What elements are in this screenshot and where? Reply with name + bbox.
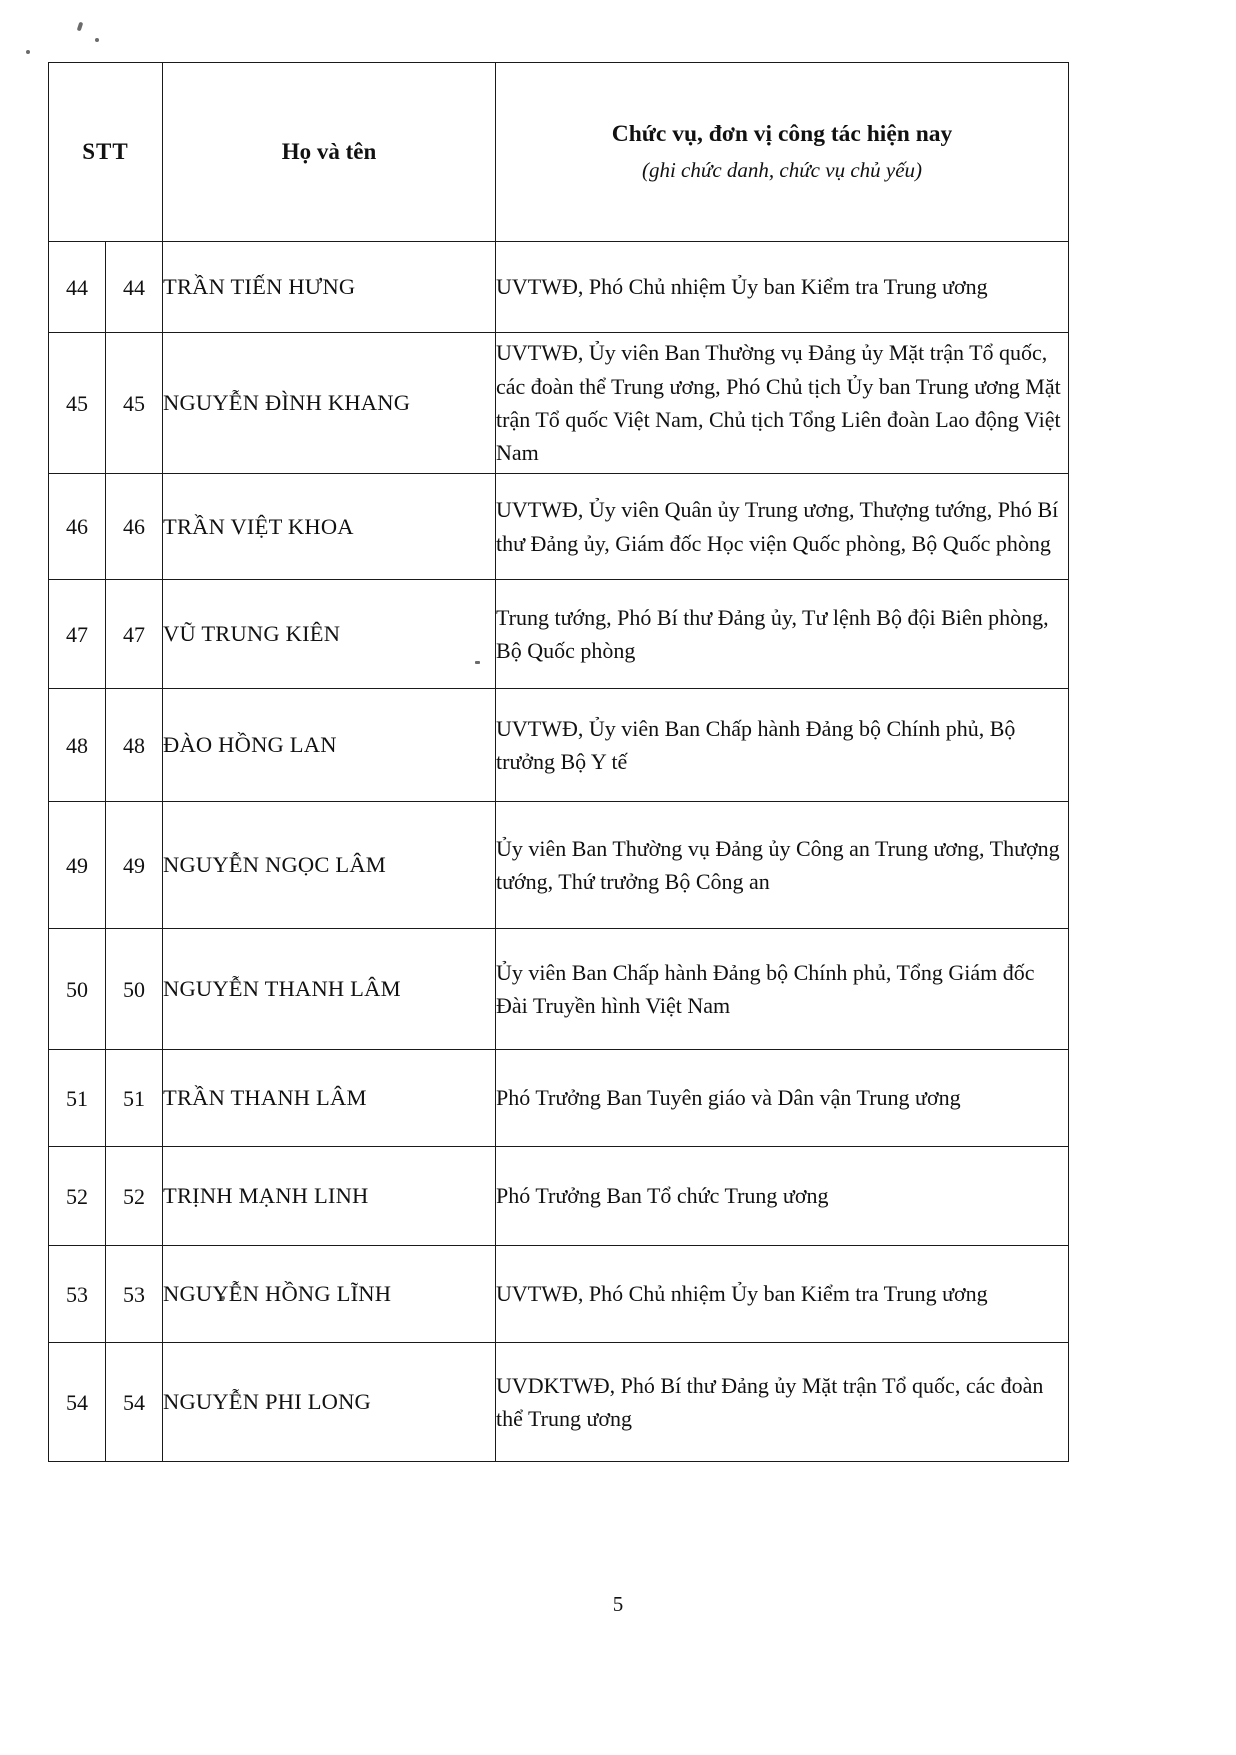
row-role: UVDKTWĐ, Phó Bí thư Đảng ủy Mặt trận Tổ quốc, các đoàn thể Trung ương: [496, 1343, 1069, 1462]
scan-speck: [26, 50, 30, 54]
row-number-a: 50: [49, 929, 106, 1050]
table-row: [49, 929, 1069, 1050]
page-number: 5: [612, 1592, 624, 1616]
table-row: [49, 242, 1069, 333]
personnel-table: [48, 62, 1069, 1462]
row-number-b: 46: [106, 474, 163, 580]
row-name: TRẦN THANH LÂM: [163, 1050, 496, 1147]
row-number-b: 44: [106, 242, 163, 333]
row-number-a: 47: [49, 580, 106, 689]
column-header-stt: STT: [49, 63, 163, 242]
row-number-a: 49: [49, 802, 106, 929]
row-name: ĐÀO HỒNG LAN: [163, 689, 496, 802]
row-number-b: 45: [106, 333, 163, 474]
row-role: UVTWĐ, Ủy viên Ban Chấp hành Đảng bộ Chính phủ, Bộ trưởng Bộ Y tế: [496, 689, 1069, 802]
row-role: UVTWĐ, Phó Chủ nhiệm Ủy ban Kiểm tra Trung ương: [496, 1246, 1069, 1343]
row-role: UVTWĐ, Ủy viên Ban Thường vụ Đảng ủy Mặt trận Tổ quốc, các đoàn thể Trung ương, Phó Chủ tịch Ủy ban Trung ương Mặt trận Tổ quốc Việt Nam, Chủ tịch Tổng Liên đoàn Lao động Việt Nam: [496, 333, 1069, 474]
row-role: Phó Trưởng Ban Tổ chức Trung ương: [496, 1147, 1069, 1246]
row-number-b: 51: [106, 1050, 163, 1147]
table-row: [49, 802, 1069, 929]
row-number-a: 53: [49, 1246, 106, 1343]
row-name: TRẦN VIỆT KHOA: [163, 474, 496, 580]
row-role: Trung tướng, Phó Bí thư Đảng ủy, Tư lệnh Bộ đội Biên phòng, Bộ Quốc phòng: [496, 580, 1069, 689]
row-name: VŨ TRUNG KIÊN: [163, 580, 496, 689]
table-row: [49, 474, 1069, 580]
row-name: NGUYỄN NGỌC LÂM: [163, 802, 496, 929]
table-header: [49, 63, 1069, 242]
row-role: Phó Trưởng Ban Tuyên giáo và Dân vận Trung ương: [496, 1050, 1069, 1147]
column-header-role: [496, 63, 1069, 242]
table-row: [49, 1050, 1069, 1147]
row-name: TRỊNH MẠNH LINH: [163, 1147, 496, 1246]
column-header-role-main: Chức vụ, đơn vị công tác hiện nay: [611, 121, 953, 148]
row-role: UVTWĐ, Phó Chủ nhiệm Ủy ban Kiểm tra Trung ương: [496, 242, 1069, 333]
table-row: [49, 1246, 1069, 1343]
row-number-a: 51: [49, 1050, 106, 1147]
row-name: NGUYỄN THANH LÂM: [163, 929, 496, 1050]
row-name: NGUYỄN ĐÌNH KHANG: [163, 333, 496, 474]
row-number-a: 52: [49, 1147, 106, 1246]
column-header-name: Họ và tên: [163, 63, 496, 242]
row-number-a: 45: [49, 333, 106, 474]
row-number-a: 44: [49, 242, 106, 333]
row-number-b: 54: [106, 1343, 163, 1462]
row-number-b: 47: [106, 580, 163, 689]
row-number-b: 52: [106, 1147, 163, 1246]
column-header-role-sub: (ghi chức danh, chức vụ chủ yếu): [641, 158, 923, 183]
row-number-b: 49: [106, 802, 163, 929]
scan-speck: [77, 22, 84, 32]
row-number-b: 48: [106, 689, 163, 802]
row-name: NGUYỄN PHI LONG: [163, 1343, 496, 1462]
table-row: [49, 1147, 1069, 1246]
row-number-b: 50: [106, 929, 163, 1050]
row-number-a: 54: [49, 1343, 106, 1462]
table-row: [49, 689, 1069, 802]
table-body: [49, 242, 1069, 1462]
row-number-a: 46: [49, 474, 106, 580]
scan-speck: [95, 38, 99, 42]
row-name: TRẦN TIẾN HƯNG: [163, 242, 496, 333]
table-row: [49, 580, 1069, 689]
table-row: [49, 333, 1069, 474]
row-number-a: 48: [49, 689, 106, 802]
row-role: UVTWĐ, Ủy viên Quân ủy Trung ương, Thượng tướng, Phó Bí thư Đảng ủy, Giám đốc Học viện Quốc phòng, Bộ Quốc phòng: [496, 474, 1069, 580]
row-name: NGUYỄN HỒNG LĨNH: [163, 1246, 496, 1343]
row-number-b: 53: [106, 1246, 163, 1343]
table-row: [49, 1343, 1069, 1462]
row-role: Ủy viên Ban Thường vụ Đảng ủy Công an Trung ương, Thượng tướng, Thứ trưởng Bộ Công an: [496, 802, 1069, 929]
row-role: Ủy viên Ban Chấp hành Đảng bộ Chính phủ, Tổng Giám đốc Đài Truyền hình Việt Nam: [496, 929, 1069, 1050]
